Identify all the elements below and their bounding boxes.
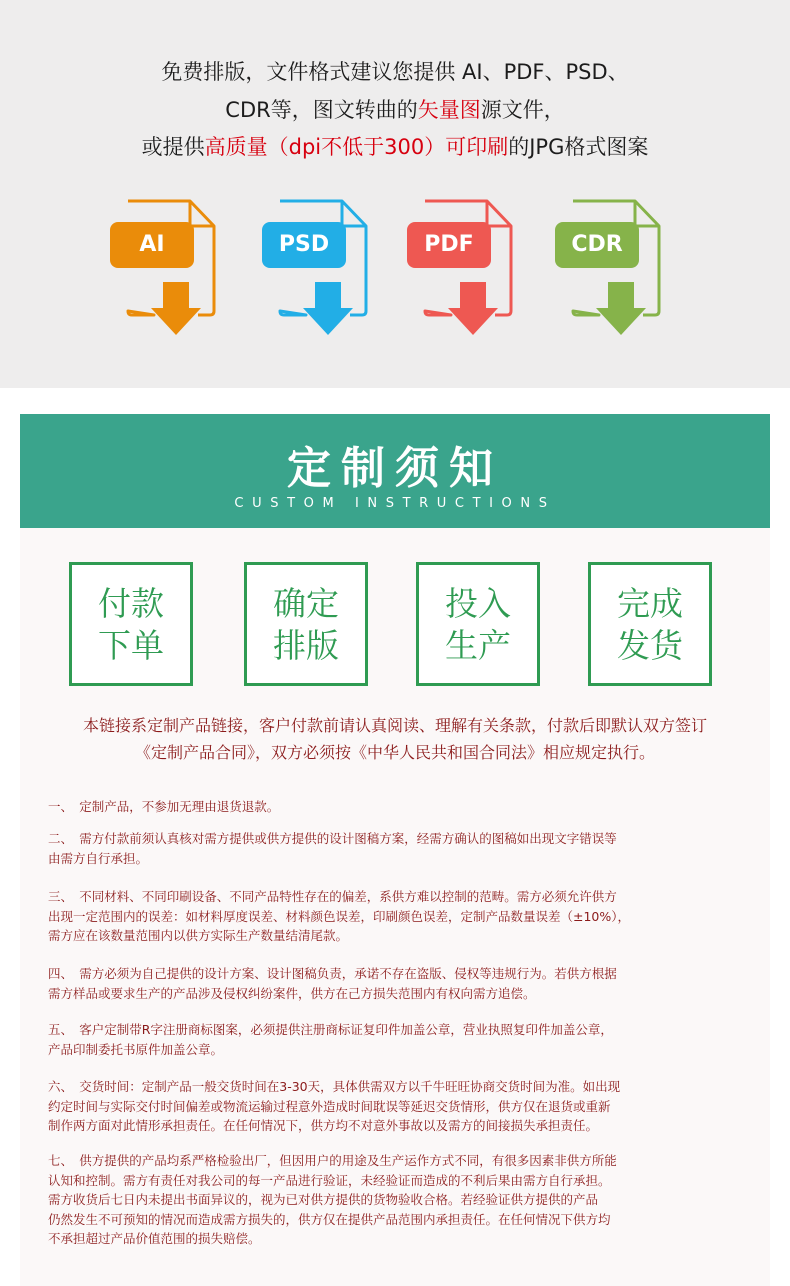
term-item [48, 1151, 736, 1249]
banner-title: 定制须知 [287, 443, 503, 494]
notice-line-1: 本链接系定制产品链接，客户付款前请认真阅读、理解有关条款，付款后即默认双方签订 [82, 716, 707, 735]
step-3-line-2: 生产 [445, 626, 511, 665]
file-format-label: PSD [262, 222, 346, 268]
term-item [48, 829, 736, 868]
term-line: 一、 定制产品，不参加无理由退货退款。 [48, 799, 280, 814]
notice-line-2: 《定制产品合同》，双方必须按《中华人民共和国合同法》相应规定执行。 [134, 743, 655, 762]
file-format-label: CDR [555, 222, 639, 268]
term-line: 仍然发生不可预知的情况而造成需方损失的，供方仅在提供产品范围内承担责任。在任何情况下供方均 [48, 1211, 611, 1227]
term-item [48, 1020, 736, 1059]
term-line: 需方样品或要求生产的产品涉及侵权纠纷案件，供方在己方损失范围内有权向需方追偿。 [48, 985, 536, 1001]
psd-file-download-icon [262, 198, 372, 338]
term-line: 认知和控制。需方有责任对我公司的每一产品进行验证，未经验证而造成的不利后果由需方自行承担。 [48, 1172, 611, 1188]
term-item [48, 797, 736, 817]
step-3-line-1: 投入 [445, 584, 511, 623]
step-shipping [588, 562, 712, 686]
intro-line-1 [0, 56, 790, 88]
term-line: 制作两方面对此情形承担责任。在任何情况下，供方均不对意外事故以及需方的间接损失承担责任。 [48, 1118, 599, 1133]
intro-text-1: 免费排版，文件格式建议您提供 AI、PDF、PSD、 [161, 60, 629, 84]
step-1-line-2: 下单 [98, 626, 164, 665]
term-line: 四、 需方必须为自己提供的设计方案、设计图稿负责，承诺不存在盗版、侵权等违规行为。若供方根据 [48, 966, 617, 981]
term-line: 不承担超过产品价值范围的损失赔偿。 [48, 1231, 261, 1246]
term-line: 需方收货后七日内未提出书面异议的，视为已对供方提供的货物验收合格。若经验证供方提供的产品 [48, 1192, 599, 1207]
term-line: 六、 交货时间：定制产品一般交货时间在3-30天，具体供需双方以千牛旺旺协商交货时间为准。如出现 [48, 1079, 621, 1094]
term-line: 由需方自行承担。 [48, 850, 149, 866]
intro-line-3 [0, 131, 790, 163]
step-2-line-2: 排版 [273, 626, 339, 665]
pdf-file-download-icon [407, 198, 517, 338]
step-confirm-layout [244, 562, 368, 686]
term-line: 需方应在该数量范围内以供方实际生产数量结清尾款。 [48, 928, 349, 943]
intro-highlight-quality: 高质量（dpi不低于300）可印刷 [204, 135, 509, 159]
term-line: 三、 不同材料、不同印刷设备、不同产品特性存在的偏差，系供方难以控制的范畴。需方必须允许供方 [48, 889, 617, 904]
file-format-label: AI [110, 222, 194, 268]
intro-text-3a: 或提供 [141, 135, 205, 159]
step-production [416, 562, 540, 686]
term-line: 五、 客户定制带R字注册商标图案，必须提供注册商标证复印件加盖公章，营业执照复印件加盖公章， [48, 1022, 613, 1037]
custom-instructions-banner [20, 414, 770, 528]
term-item [48, 1077, 736, 1136]
file-format-label: PDF [407, 222, 491, 268]
term-line: 七、 供方提供的产品均系严格检验出厂，但因用户的用途及生产运作方式不同，有很多因素非供方所能 [48, 1153, 617, 1168]
step-pay-order [69, 562, 193, 686]
term-line: 约定时间与实际交付时间偏差或物流运输过程意外造成时间耽误等延迟交货情形，供方仅在退货或重新 [48, 1098, 611, 1114]
step-4-line-2: 发货 [617, 626, 683, 665]
term-line: 产品印制委托书原件加盖公章。 [48, 1041, 224, 1057]
intro-text-2c: 源文件， [480, 98, 565, 122]
step-4-line-1: 完成 [617, 584, 683, 623]
intro-highlight-vector: 矢量图 [417, 98, 481, 122]
term-item [48, 964, 736, 1003]
step-1-line-1: 付款 [98, 584, 164, 623]
step-2-line-1: 确定 [273, 584, 339, 623]
term-item [48, 887, 736, 946]
term-line: 出现一定范围内的误差：如材料厚度误差、材料颜色误差，印刷颜色误差，定制产品数量误差（±10%）， [48, 908, 631, 924]
intro-text-3c: 的JPG格式图案 [508, 135, 649, 159]
term-line: 二、 需方付款前须认真核对需方提供或供方提供的设计图稿方案，经需方确认的图稿如出现文字错误等 [48, 831, 617, 846]
ai-file-download-icon [110, 198, 220, 338]
intro-text-2a: CDR等，图文转曲的 [225, 98, 418, 122]
intro-line-2 [0, 94, 790, 126]
cdr-file-download-icon [555, 198, 665, 338]
banner-subtitle: CUSTOM INSTRUCTIONS [234, 496, 556, 511]
